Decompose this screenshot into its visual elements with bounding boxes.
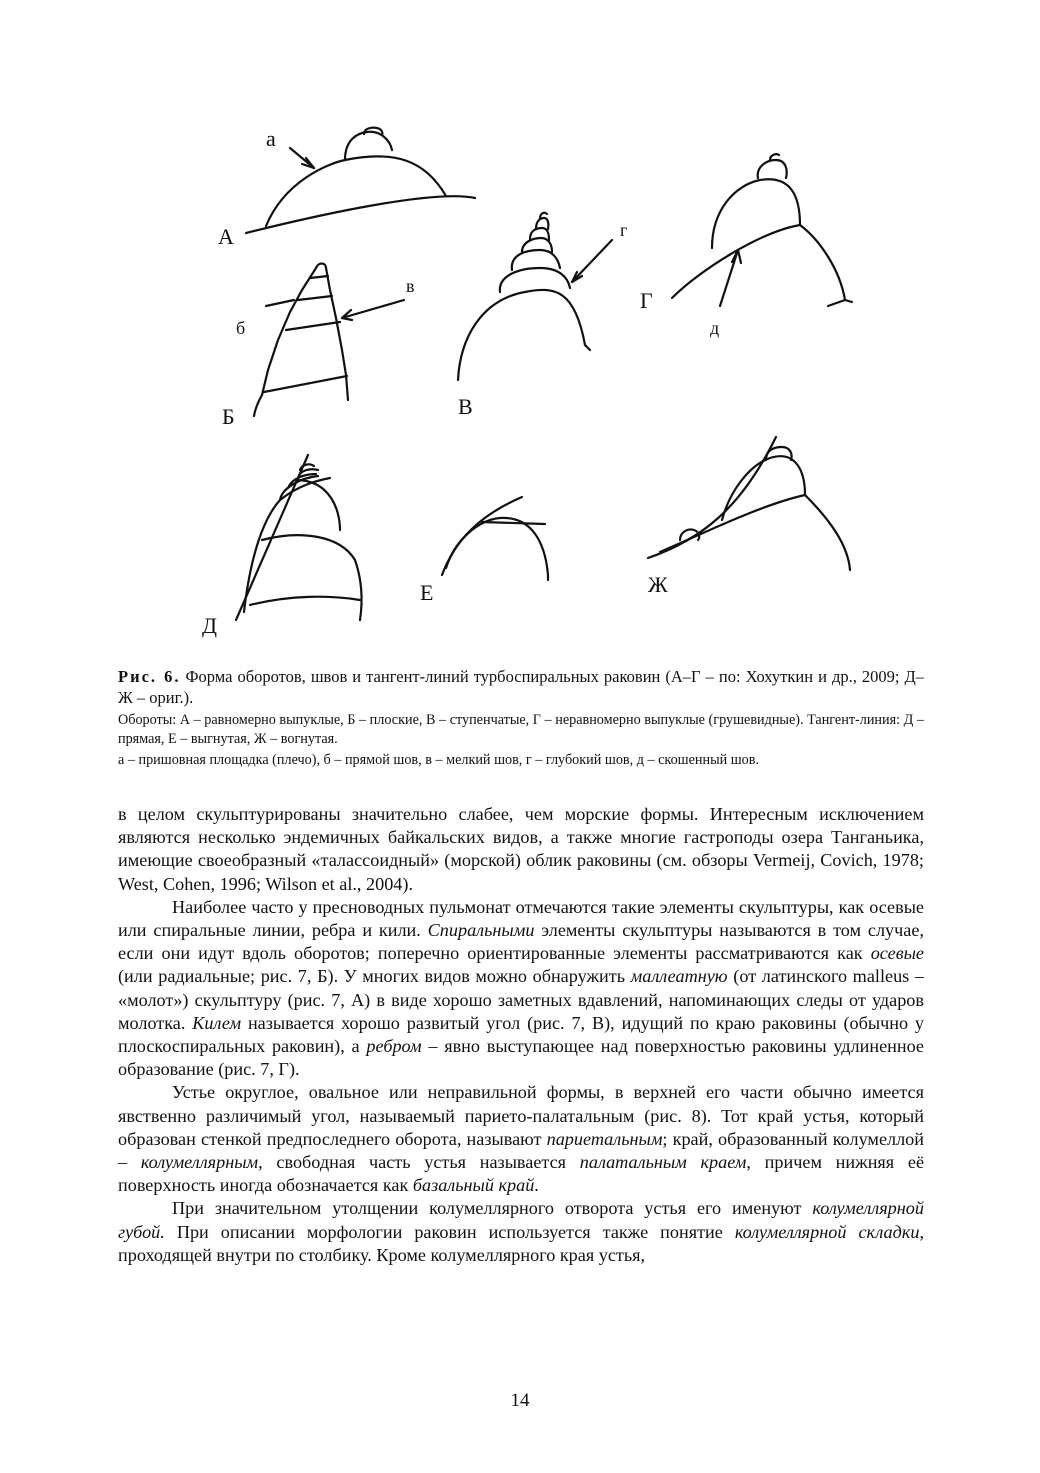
italic-term: Килем — [192, 1012, 242, 1033]
panel-label-b: Б — [222, 404, 235, 429]
panel-label-zh: Ж — [648, 572, 668, 597]
caption-label: Рис. 6. — [118, 667, 181, 686]
italic-term: осевые — [870, 943, 924, 964]
italic-term: париетальным — [546, 1128, 663, 1149]
text-run: При значительном утолщении колумеллярного отворота устья его именуют — [172, 1198, 813, 1219]
italic-term: маллеатную — [630, 966, 728, 987]
panel-zh-drawing — [648, 437, 850, 570]
body-text — [118, 803, 924, 1267]
paragraph-2 — [118, 896, 924, 1082]
text-run: Устье округлое, овальное или неправильной формы, в верхней его части обычно имеется явственно различимый угол, называемый париетo-палатальным (рис. 8). Тот край устья, который образован стенкой предпоследнего оборота, называют — [118, 1082, 924, 1149]
text-run: элементы скульптуры называются в том случае, если они идут вдоль оборотов; поперечно ориентированные элементы рассматриваются как — [118, 920, 924, 964]
annotation-g: г — [620, 220, 628, 240]
annotation-b: б — [236, 318, 246, 338]
text-run: называется хорошо развитый угол (рис. 7, В), идущий по краю раковины (обычно у плоскоспиральных раковин), а — [118, 1012, 924, 1057]
panel-label-a: А — [218, 224, 234, 249]
text-run: – явно выступающее над поверхностью раковины удлиненное образование (рис. 7, Г). — [118, 1036, 924, 1080]
figure-caption — [118, 666, 924, 708]
page-number: 14 — [510, 1390, 530, 1411]
panel-v-drawing — [458, 213, 612, 380]
text-run: При описании морфологии раковин используется также понятие — [164, 1221, 735, 1242]
italic-term: колумеллярной губой. — [118, 1198, 924, 1242]
text-run: , свободная часть устья называется — [258, 1152, 580, 1173]
paragraph-3 — [118, 1081, 924, 1197]
paragraph-4 — [118, 1197, 924, 1267]
panel-b-drawing — [254, 264, 404, 417]
annotation-v: в — [406, 276, 415, 296]
italic-term: базальный край — [412, 1175, 535, 1196]
panel-a-drawing — [246, 128, 475, 233]
text-run: (от латинского malleus – «молот») скульптуру (рис. 7, А) в виде хорошо заметных вдавлений, напоминающих следы от ударов молотка. — [118, 966, 924, 1033]
text-run: ; край, образованный колумеллой – — [118, 1128, 924, 1173]
panel-label-v: В — [458, 394, 473, 419]
panel-label-g: Г — [640, 288, 653, 313]
panel-label-e: Е — [420, 580, 434, 605]
text-run: Наиболее часто у пресноводных пульмонат отмечаются такие элементы скульптуры, как осевые или спиральные линии, ребра и кили. — [118, 896, 924, 941]
panel-label-d: Д — [202, 613, 218, 638]
panel-g-drawing — [672, 154, 852, 306]
annotation-d: д — [710, 318, 720, 338]
caption-note-whorls: Обороты: А – равномерно выпуклые, Б – плоские, В – ступенчатые, Г – неравномерно выпуклые (грушевидные). Тангент-линия: Д – прямая, Е – выгнутая, Ж – вогнутая. — [118, 712, 924, 747]
italic-term: колумеллярным — [140, 1152, 259, 1173]
text-run: , проходящей внутри по столбику. Кроме колумеллярного края устья, — [118, 1221, 924, 1265]
annotation-a: а — [266, 126, 276, 151]
paragraph-1: в целом скульптурированы значительно слабее, чем морские формы. Интересным исключением являются несколько эндемичных байкальских видов, а также многие гастроподы озера Танганьика, имеющие своеобразный «талассоидный» (морской) облик раковины (см. обзоры Vermeij, Covich, 1978; West, Cohen, 1996; Wilson et al., 2004). — [118, 804, 924, 894]
caption-title: Форма оборотов, швов и тангент-линий турбоспиральных раковин (А–Г – по: Хохуткин и др., 2009; Д–Ж – ориг.). — [118, 667, 924, 707]
panel-d-drawing — [236, 455, 362, 620]
italic-term: ребром — [366, 1036, 422, 1057]
text-run: (или радиальные; рис. 7, Б). У многих видов можно обнаружить — [118, 966, 631, 987]
text-run: . — [534, 1175, 539, 1196]
italic-term: колумеллярной складки — [734, 1221, 920, 1242]
text-run: , причем нижняя её поверхность иногда обозначается как — [118, 1152, 925, 1196]
caption-note-sutures: а – пришовная площадка (плечо), б – прямой шов, в – мелкий шов, г – глубокий шов, д – скошенный шов. — [118, 752, 760, 768]
figure-6-shell-diagrams — [0, 0, 1040, 660]
italic-term: Спиральными — [427, 920, 535, 941]
italic-term: палатальным краем — [579, 1152, 747, 1173]
panel-e-drawing — [442, 497, 548, 580]
